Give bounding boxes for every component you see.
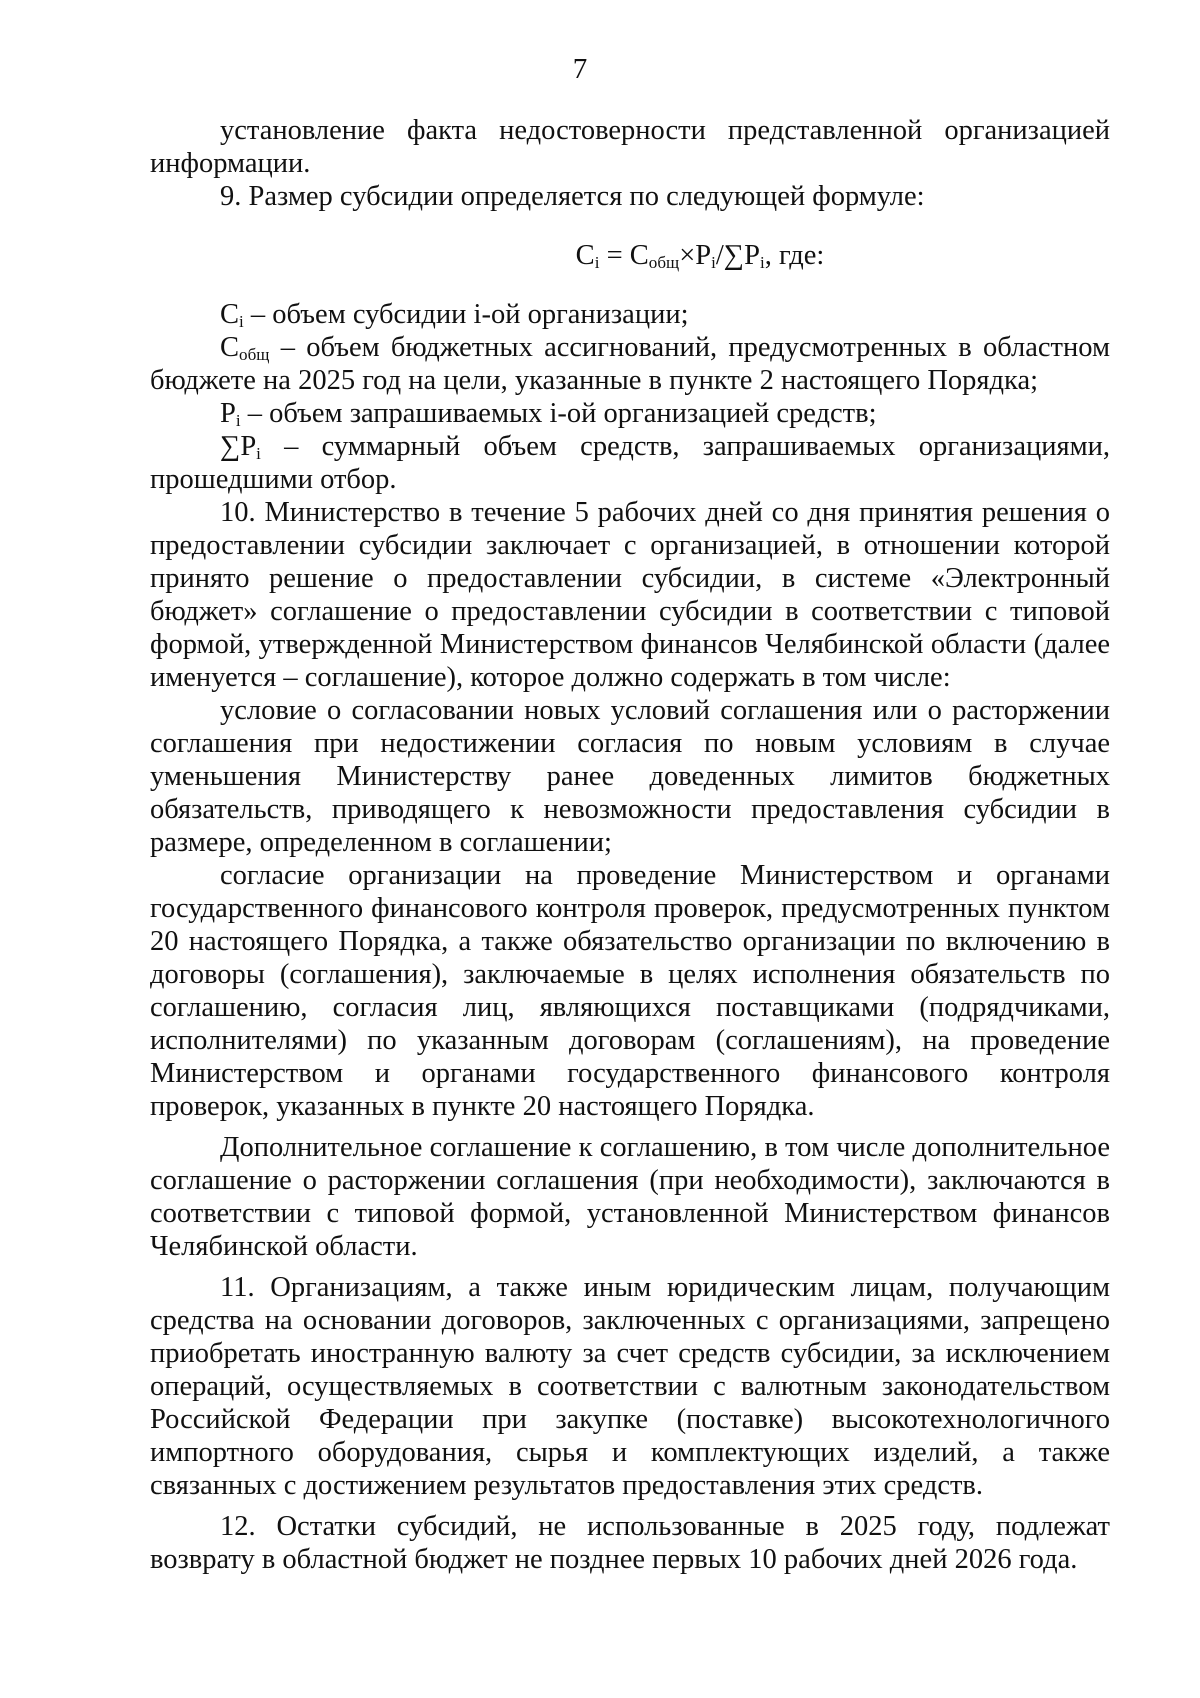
paragraph-9: 9. Размер субсидии определяется по следующей формуле: xyxy=(220,181,925,212)
def-subscript: общ xyxy=(239,345,270,364)
def-subscript: i xyxy=(256,444,261,463)
formula-div: /∑P xyxy=(715,240,760,271)
formula-c: C xyxy=(575,240,595,271)
paragraph-10-condition: условие о согласовании новых условий соглашения или о расторжении соглашения при недостижении согласия по новым условиям в случае уменьшения Министерству ранее доведенных лимитов бюджетных обязательств, приводящего к невозможности предоставления субсидии в размере, определенном в соглашении; xyxy=(150,695,1110,858)
formula-eq: = C xyxy=(599,240,649,271)
document-body xyxy=(150,114,1110,1576)
def-text: – объем запрашиваемых i-ой организацией средств; xyxy=(240,398,877,429)
def-text: – суммарный объем средств, запрашиваемых организациями, прошедшими отбор. xyxy=(150,431,1110,495)
formula-c-sub: i xyxy=(594,253,600,272)
def-subscript: i xyxy=(235,411,241,430)
def-text: – объем субсидии i-ой организации; xyxy=(243,299,689,330)
def-subscript: i xyxy=(239,312,244,331)
def-symbol: C xyxy=(220,332,240,363)
formula-mid-sub: i xyxy=(711,253,716,272)
def-symbol: ∑P xyxy=(220,431,257,462)
definition-sum-pi xyxy=(150,430,1110,496)
paragraph-info-unreliability: установление факта недостоверности представленной организацией информации. xyxy=(150,115,1110,179)
def-symbol: C xyxy=(220,299,240,330)
paragraph-10-additional-agreement: Дополнительное соглашение к соглашению, в том числе дополнительное соглашение о расторжении соглашения (при необходимости), заключаются в соответствии с типовой формой, установленной Министерством финансов Челябинской области. xyxy=(150,1132,1110,1262)
definition-pi xyxy=(150,397,1110,430)
paragraph-10: 10. Министерство в течение 5 рабочих дней со дня принятия решения о предоставлении субсидии заключает с организацией, в отношении которой принято решение о предоставлении субсидии, в системе «Электронный бюджет» соглашение о предоставлении субсидии в соответствии с типовой формой, утвержденной Министерством финансов Челябинской области (далее именуется – соглашение), которое должно содержать в том числе: xyxy=(150,497,1110,693)
formula-tail: , где: xyxy=(764,240,825,271)
definition-cobsh xyxy=(150,331,1110,397)
paragraph-10-consent: согласие организации на проведение Министерством и органами государственного финансового контроля проверок, предусмотренных пунктом 20 настоящего Порядка, а также обязательство организации по включению в договоры (соглашения), заключаемые в целях исполнения обязательств по соглашению, согласия лиц, являющихся поставщиками (подрядчиками, исполнителями) по указанным договорам (соглашениям), на проведение Министерством и органами государственного финансового контроля проверок, указанных в пункте 20 настоящего Порядка. xyxy=(150,860,1110,1122)
def-symbol: P xyxy=(220,398,236,429)
paragraph-12: 12. Остатки субсидий, не использованные в 2025 году, подлежат возврату в областной бюджет не позднее первых 10 рабочих дней 2026 года. xyxy=(150,1511,1110,1575)
formula-div-sub: i xyxy=(759,253,765,272)
page-number: 7 xyxy=(572,53,588,85)
subsidy-formula xyxy=(150,239,1110,272)
def-text: – объем бюджетных ассигнований, предусмотренных в областном бюджете на 2025 год на цели, указанные в пункте 2 настоящего Порядка; xyxy=(150,332,1110,396)
paragraph-11: 11. Организациям, а также иным юридическим лицам, получающим средства на основании договоров, заключенных с организациями, запрещено приобретать иностранную валюту за счет средств субсидии, за исключением операций, осуществляемых в соответствии с валютным законодательством Российской Федерации при закупке (поставке) высокотехнологичного импортного оборудования, сырья и комплектующих изделий, а также связанных с достижением результатов предоставления этих средств. xyxy=(150,1272,1110,1501)
definition-ci xyxy=(150,298,1110,331)
formula-obsh-sub: общ xyxy=(648,253,680,272)
formula-mid: ×P xyxy=(679,240,712,271)
